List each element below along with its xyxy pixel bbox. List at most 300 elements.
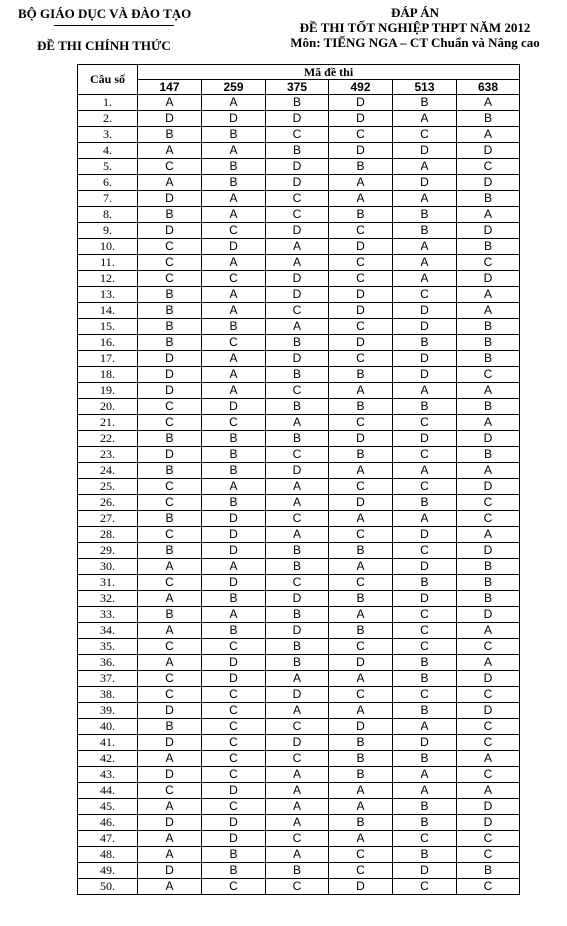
answer-cell: D [329,719,393,735]
table-row [78,623,520,639]
answer-cell: A [393,383,457,399]
table-row [78,879,520,895]
question-number: 7. [78,191,138,207]
question-number: 23. [78,447,138,463]
answer-cell: A [266,847,329,863]
question-number: 35. [78,639,138,655]
answer-cell: D [393,431,457,447]
answer-cell: A [266,783,329,799]
table-row [78,143,520,159]
answer-cell: D [457,671,520,687]
answer-cell: C [329,575,393,591]
answer-cell: D [266,271,329,287]
answer-cell: A [202,207,266,223]
ministry-name: BỘ GIÁO DỤC VÀ ĐÀO TẠO [18,6,192,21]
answer-cell: C [329,527,393,543]
answer-cell: D [393,527,457,543]
table-row [78,735,520,751]
answer-cell: B [266,559,329,575]
answer-cell: D [266,687,329,703]
answer-cell: C [138,575,202,591]
answer-cell: B [266,95,329,111]
answer-cell: A [202,383,266,399]
answer-cell: B [266,399,329,415]
exam-code-header: Mã đề thi [138,65,520,80]
question-number: 10. [78,239,138,255]
answer-cell: A [393,239,457,255]
answer-cell: A [266,703,329,719]
answer-cell: D [138,383,202,399]
table-row [78,111,520,127]
answer-cell: A [266,255,329,271]
table-row [78,287,520,303]
answer-cell: D [329,143,393,159]
answer-cell: B [329,447,393,463]
answer-cell: C [393,687,457,703]
answer-cell: B [457,863,520,879]
exam-code-492: 492 [329,80,393,95]
table-row [78,575,520,591]
answer-cell: D [202,399,266,415]
answer-cell: A [393,463,457,479]
answer-cell: D [457,543,520,559]
answer-cell: C [457,639,520,655]
table-row [78,767,520,783]
question-number: 28. [78,527,138,543]
answer-cell: A [202,367,266,383]
answer-cell: A [138,559,202,575]
answer-cell: B [202,591,266,607]
answer-cell: D [266,351,329,367]
answer-cell: D [138,367,202,383]
answer-cell: A [457,415,520,431]
question-number: 41. [78,735,138,751]
answer-cell: A [138,831,202,847]
answer-title: ĐÁP ÁN [390,5,440,20]
question-number: 25. [78,479,138,495]
table-row [78,655,520,671]
answer-cell: B [202,175,266,191]
answer-cell: B [266,639,329,655]
table-row [78,639,520,655]
table-row [78,543,520,559]
answer-cell: A [202,351,266,367]
answer-cell: B [138,207,202,223]
answer-cell: A [266,239,329,255]
answer-cell: C [138,159,202,175]
table-row [78,863,520,879]
answer-cell: B [266,143,329,159]
answer-cell: A [393,191,457,207]
answer-cell: C [329,271,393,287]
answer-cell: B [329,367,393,383]
table-row [78,607,520,623]
answer-cell: B [266,655,329,671]
answer-cell: D [266,111,329,127]
answer-cell: C [202,271,266,287]
answer-cell: A [266,479,329,495]
answer-cell: D [202,511,266,527]
answer-cell: A [457,127,520,143]
answer-cell: B [393,671,457,687]
answer-cell: C [329,319,393,335]
question-number: 37. [78,671,138,687]
question-number: 5. [78,159,138,175]
answer-cell: B [138,719,202,735]
answer-cell: B [457,239,520,255]
answer-cell: D [457,479,520,495]
question-number: 50. [78,879,138,895]
answer-cell: C [138,527,202,543]
answer-cell: D [266,175,329,191]
question-number: 9. [78,223,138,239]
answer-cell: B [266,335,329,351]
table-row [78,255,520,271]
answer-cell: C [138,687,202,703]
table-row [78,159,520,175]
answer-cell: C [138,671,202,687]
answer-cell: C [202,735,266,751]
question-number: 32. [78,591,138,607]
answer-cell: D [329,879,393,895]
answer-cell: D [138,223,202,239]
answer-cell: B [138,127,202,143]
answer-cell: B [266,543,329,559]
answer-rows [78,95,520,895]
answer-cell: B [138,287,202,303]
answer-cell: C [457,511,520,527]
answer-cell: D [457,431,520,447]
table-row [78,431,520,447]
answer-cell: D [393,351,457,367]
answer-cell: A [266,767,329,783]
answer-cell: D [457,799,520,815]
answer-cell: C [393,447,457,463]
answer-cell: C [457,367,520,383]
answer-cell: B [202,847,266,863]
answer-cell: B [329,751,393,767]
answer-cell: D [202,111,266,127]
exam-code-row [78,80,520,95]
answer-cell: B [202,319,266,335]
answer-cell: B [329,735,393,751]
table-row [78,479,520,495]
answer-cell: C [329,847,393,863]
answer-cell: D [329,95,393,111]
answer-cell: B [202,463,266,479]
answer-cell: C [329,863,393,879]
question-number: 19. [78,383,138,399]
table-row [78,415,520,431]
answer-cell: A [266,671,329,687]
answer-cell: B [393,207,457,223]
answer-cell: A [202,191,266,207]
answer-cell: A [457,655,520,671]
answer-cell: C [457,687,520,703]
answer-cell: A [457,303,520,319]
answer-cell: B [138,303,202,319]
answer-cell: A [138,655,202,671]
answer-cell: D [202,239,266,255]
answer-cell: D [329,303,393,319]
answer-cell: C [266,831,329,847]
answer-cell: C [329,127,393,143]
answer-cell: C [329,351,393,367]
answer-cell: B [329,623,393,639]
answer-cell: C [457,255,520,271]
answer-cell: D [202,575,266,591]
question-number: 15. [78,319,138,335]
answer-cell: C [202,767,266,783]
exam-title-block [275,5,555,50]
answer-cell: A [329,463,393,479]
answer-cell: D [138,815,202,831]
answer-cell: C [202,223,266,239]
answer-cell: A [329,831,393,847]
answer-cell: B [329,543,393,559]
answer-cell: C [393,287,457,303]
answer-cell: A [138,591,202,607]
answer-cell: D [266,223,329,239]
answer-cell: B [138,335,202,351]
answer-cell: A [138,847,202,863]
answer-cell: B [266,367,329,383]
answer-cell: B [202,495,266,511]
answer-cell: A [266,527,329,543]
answer-cell: B [329,767,393,783]
answer-cell: C [202,719,266,735]
table-row [78,703,520,719]
answer-cell: C [202,703,266,719]
answer-cell: C [202,751,266,767]
answer-cell: D [202,815,266,831]
table-row [78,527,520,543]
answer-cell: D [457,143,520,159]
question-number: 13. [78,287,138,303]
table-row [78,367,520,383]
answer-cell: C [138,783,202,799]
table-row [78,351,520,367]
answer-cell: B [393,751,457,767]
answer-cell: B [457,575,520,591]
table-row [78,511,520,527]
answer-cell: C [393,879,457,895]
answer-cell: D [202,671,266,687]
exam-code-638: 638 [457,80,520,95]
answer-cell: C [266,751,329,767]
answer-cell: B [266,607,329,623]
question-number: 22. [78,431,138,447]
table-row [78,95,520,111]
answer-cell: A [138,623,202,639]
answer-cell: C [266,447,329,463]
answer-cell: C [329,415,393,431]
question-number: 44. [78,783,138,799]
answer-cell: A [202,287,266,303]
question-number: 39. [78,703,138,719]
question-number: 42. [78,751,138,767]
answer-cell: A [329,191,393,207]
question-number: 47. [78,831,138,847]
answer-cell: D [393,303,457,319]
answer-cell: B [457,559,520,575]
answer-cell: D [393,143,457,159]
answer-cell: D [138,703,202,719]
answer-cell: A [393,783,457,799]
answer-cell: C [329,687,393,703]
answer-cell: A [202,255,266,271]
answer-cell: C [393,639,457,655]
answer-cell: A [393,159,457,175]
question-number: 4. [78,143,138,159]
answer-cell: B [393,799,457,815]
answer-cell: C [266,719,329,735]
answer-cell: B [138,543,202,559]
answer-cell: D [138,735,202,751]
answer-cell: B [457,191,520,207]
answer-cell: C [266,207,329,223]
answer-cell: C [457,719,520,735]
answer-cell: A [202,303,266,319]
answer-cell: C [138,415,202,431]
answer-cell: B [393,703,457,719]
answer-cell: D [202,655,266,671]
table-row [78,303,520,319]
answer-cell: A [329,175,393,191]
answer-cell: D [202,831,266,847]
answer-cell: B [202,159,266,175]
answer-cell: B [138,463,202,479]
question-number: 45. [78,799,138,815]
answer-cell: A [393,111,457,127]
answer-cell: B [393,575,457,591]
answer-cell: A [266,415,329,431]
question-number: 1. [78,95,138,111]
answer-cell: C [202,687,266,703]
answer-cell: D [202,543,266,559]
answer-cell: B [457,447,520,463]
answer-cell: B [202,127,266,143]
answer-cell: A [138,751,202,767]
answer-cell: A [329,607,393,623]
answer-cell: B [457,399,520,415]
answer-cell: D [457,175,520,191]
answer-cell: A [393,271,457,287]
table-row [78,447,520,463]
answer-cell: C [138,399,202,415]
answer-cell: A [457,207,520,223]
table-row [78,591,520,607]
question-number: 3. [78,127,138,143]
table-row [78,751,520,767]
answer-cell: A [393,255,457,271]
answer-cell: B [393,495,457,511]
question-number: 46. [78,815,138,831]
subject-title: Môn: TIẾNG NGA – CT Chuẩn và Nâng cao [290,35,540,50]
answer-cell: B [329,159,393,175]
answer-cell: D [138,767,202,783]
answer-cell: C [138,639,202,655]
answer-cell: A [393,719,457,735]
answer-cell: B [457,319,520,335]
answer-cell: C [393,543,457,559]
answer-cell: C [329,639,393,655]
answer-cell: D [393,863,457,879]
answer-cell: C [457,879,520,895]
answer-cell: C [393,415,457,431]
answer-cell: B [393,223,457,239]
table-row [78,335,520,351]
answer-cell: A [266,815,329,831]
answer-cell: A [266,495,329,511]
answer-cell: B [138,607,202,623]
answer-cell: A [138,143,202,159]
table-row [78,815,520,831]
answer-cell: A [457,383,520,399]
question-number: 40. [78,719,138,735]
answer-cell: D [329,655,393,671]
table-row [78,319,520,335]
question-number: 26. [78,495,138,511]
table-row [78,495,520,511]
answer-cell: D [266,463,329,479]
answer-cell: D [202,527,266,543]
answer-cell: B [457,351,520,367]
answer-cell: A [457,463,520,479]
answer-cell: C [457,831,520,847]
answer-cell: B [202,863,266,879]
answer-cell: D [266,287,329,303]
answer-cell: B [202,431,266,447]
ministry-underline [54,25,174,26]
question-number: 16. [78,335,138,351]
answer-cell: C [266,879,329,895]
question-number: 20. [78,399,138,415]
answer-cell: D [266,591,329,607]
answer-cell: A [202,559,266,575]
answer-cell: B [393,655,457,671]
answer-cell: B [457,111,520,127]
answer-cell: A [266,319,329,335]
answer-cell: A [138,175,202,191]
answer-cell: D [329,431,393,447]
answer-cell: B [393,95,457,111]
answer-cell: B [393,335,457,351]
answer-cell: C [329,479,393,495]
question-number: 12. [78,271,138,287]
answer-cell: C [202,415,266,431]
answer-cell: C [457,767,520,783]
answer-cell: B [138,319,202,335]
table-row [78,271,520,287]
answer-cell: C [202,335,266,351]
question-number: 21. [78,415,138,431]
answer-cell: B [138,431,202,447]
answer-cell: D [393,559,457,575]
table-row [78,783,520,799]
answer-cell: C [266,127,329,143]
answer-cell: A [138,879,202,895]
answer-cell: D [393,319,457,335]
answer-cell: D [393,175,457,191]
answer-cell: A [329,383,393,399]
answer-cell: C [202,879,266,895]
answer-cell: D [138,447,202,463]
answer-cell: C [266,191,329,207]
exam-code-147: 147 [138,80,202,95]
answer-cell: B [266,431,329,447]
answer-cell: B [457,335,520,351]
